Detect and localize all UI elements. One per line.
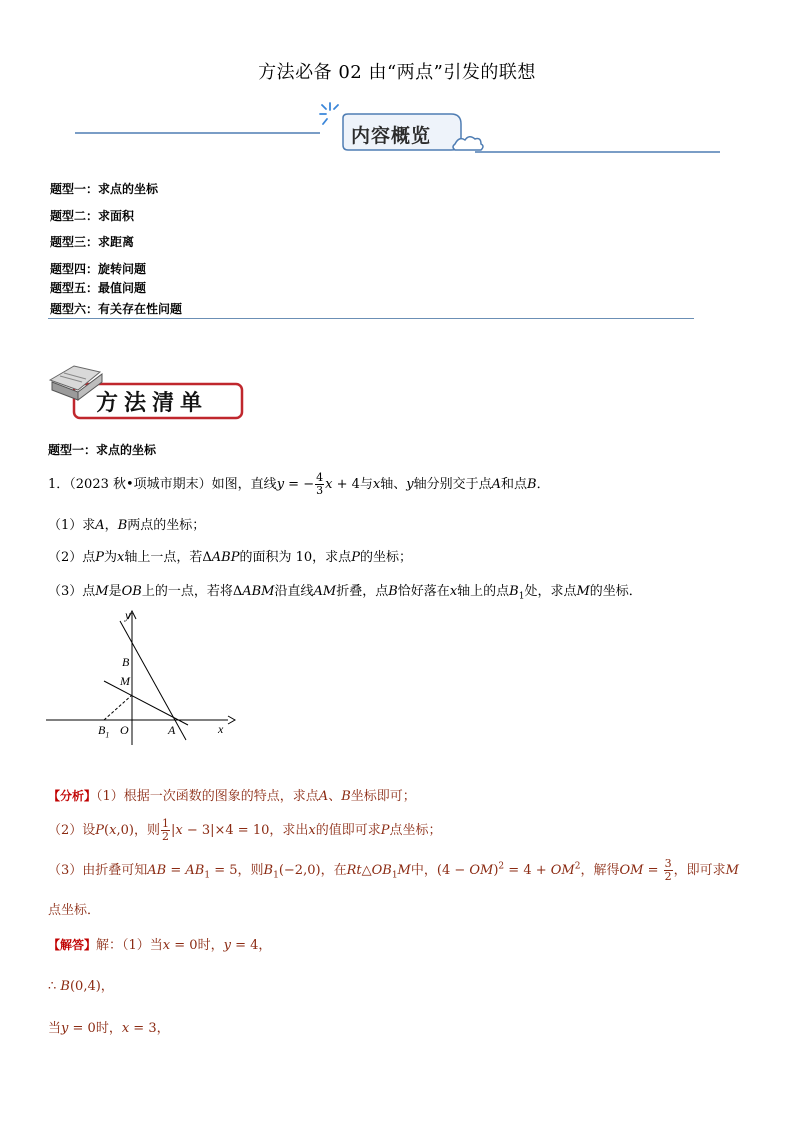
topic-item: 题型四：旋转问题 <box>50 262 147 276</box>
point-a-label: A <box>168 723 176 737</box>
fraction-4-3: $\frac{4}{3}$ <box>316 471 324 497</box>
dashed-b1-m <box>104 695 132 720</box>
text: （1）求 <box>48 518 96 533</box>
topic-item: 题型一：求点的坐标 <box>50 182 159 196</box>
point-b1-label <box>98 723 109 739</box>
text: 时， <box>197 938 224 953</box>
analysis-line-1: 【分析】（1）根据一次函数的图象的特点，求点A、B坐标即可； <box>48 789 416 804</box>
content-overview-banner <box>75 100 720 160</box>
text: 时， <box>95 1021 122 1036</box>
text: 轴上一点，若 <box>124 550 203 565</box>
text: （3）点 <box>48 584 96 599</box>
text: 轴、 <box>380 477 407 492</box>
problem-intro: 如图，直线 <box>211 477 277 492</box>
text: 、 <box>328 789 342 804</box>
b1-letter: B <box>98 723 106 737</box>
text: 是 <box>108 584 122 599</box>
text: ，求出 <box>269 823 309 838</box>
text: 沿直线 <box>274 584 314 599</box>
text: 轴分别交于点 <box>413 477 492 492</box>
solution-line-1: 【解答】解：（1）当x = 0时，y = 4， <box>48 938 272 953</box>
text: 两点的坐标； <box>127 518 206 533</box>
text: 折叠，点 <box>336 584 389 599</box>
text: ， <box>104 518 118 533</box>
banner-label: 内容概览 <box>351 125 432 147</box>
fraction-1-2: $\frac{1}{2}$ <box>161 817 169 843</box>
text: （2）设 <box>48 823 96 838</box>
solution-line-2: ∴ B(0,4)， <box>48 979 114 994</box>
divider <box>48 318 694 319</box>
coordinate-graph <box>46 605 236 745</box>
text: ，则 <box>133 823 160 838</box>
line-am <box>104 681 188 725</box>
problem-line-1: 1．（2023 秋•项城市期末）如图，直线y = − $\frac{4}{3}$ x + 4与x轴、y轴分别交于点A和点B． <box>48 471 550 497</box>
text: 中， <box>410 863 437 878</box>
text: 的面积为 10，求点 <box>239 550 352 565</box>
topic-item: 题型三：求距离 <box>50 235 135 249</box>
equation: y <box>276 477 285 492</box>
analysis-tag: 【分析】 <box>48 789 97 803</box>
text: 与 <box>359 477 373 492</box>
analysis-line-4: 点坐标． <box>48 903 101 918</box>
analysis-line-2: （2）设P(x,0)，则 $\frac{1}{2}$ |x − 3|×4 = 10，求出x的值即可求P点坐标； <box>48 817 442 843</box>
therefore-symbol: ∴ <box>48 979 57 994</box>
badge-label: 方法清单 <box>96 391 209 416</box>
problem-number: 1． <box>48 477 70 492</box>
point-b-label: B <box>122 655 130 669</box>
text: （3）由折叠可知 <box>48 863 148 878</box>
fraction-3-2: $\frac{3}{2}$ <box>664 857 672 883</box>
text: 当 <box>48 1021 62 1036</box>
text: 的坐标； <box>359 550 412 565</box>
topic-item: 题型六：有关存在性问题 <box>50 302 183 316</box>
text: ，解得 <box>580 863 620 878</box>
topic-item: 题型二：求面积 <box>50 209 135 223</box>
problem-part-1: （1）求A，B两点的坐标； <box>48 518 206 533</box>
text: 解：（1）当 <box>96 938 163 953</box>
text: ，在 <box>320 863 347 878</box>
method-list-badge <box>48 362 248 424</box>
problem-part-2: （2）点P为x轴上一点，若ΔABP的面积为 10，求点P的坐标； <box>48 550 412 565</box>
text: 的值即可求 <box>315 823 381 838</box>
point-m-label: M <box>120 674 130 688</box>
problem-part-3: （3）点M是OB上的一点，若将ΔABM沿直线AM折叠，点B恰好落在x轴上的点$B_1$处，求点M的坐标． <box>48 584 642 602</box>
text: 恰好落在 <box>397 584 450 599</box>
text: 坐标即可； <box>350 789 416 804</box>
sparkle-icon <box>320 103 338 124</box>
solution-line-3: 当y = 0时，x = 3， <box>48 1021 170 1036</box>
problem-source: （2023 秋•项城市期末） <box>69 477 212 492</box>
analysis-line-3: （3）由折叠可知AB = $AB_1 = 5$，则$B_1(-2,0)$，在$Rt\triangle OB_1M$中，$(4 - OM)^2 = 4 + OM^2$，解得OM = $\frac{3}{2}$ ，即可求M <box>48 857 739 883</box>
origin-label: O <box>120 723 129 737</box>
text: （1）根据一次函数的图象的特点，求点 <box>96 789 319 804</box>
text: ，即可求 <box>673 863 726 878</box>
text: 上的一点，若将 <box>141 584 233 599</box>
solution-tag: 【解答】 <box>48 938 97 952</box>
text: 点坐标； <box>389 823 442 838</box>
section-heading: 题型一：求点的坐标 <box>48 443 157 457</box>
text: 为 <box>104 550 118 565</box>
x-axis-arrow <box>228 716 235 724</box>
topic-item: 题型五：最值问题 <box>50 281 147 295</box>
text: ，则 <box>237 863 264 878</box>
graph-svg <box>46 605 236 745</box>
text: 的坐标． <box>589 584 642 599</box>
page-title: 方法必备 02 由“两点”引发的联想 <box>258 62 536 83</box>
x-axis-label: x <box>218 722 224 736</box>
text: 处，求点 <box>524 584 577 599</box>
y-axis-label: y <box>125 608 131 622</box>
text: 和点 <box>501 477 528 492</box>
b1-subscript: 1 <box>105 730 110 740</box>
text: （2）点 <box>48 550 96 565</box>
text: 轴上的点 <box>457 584 510 599</box>
